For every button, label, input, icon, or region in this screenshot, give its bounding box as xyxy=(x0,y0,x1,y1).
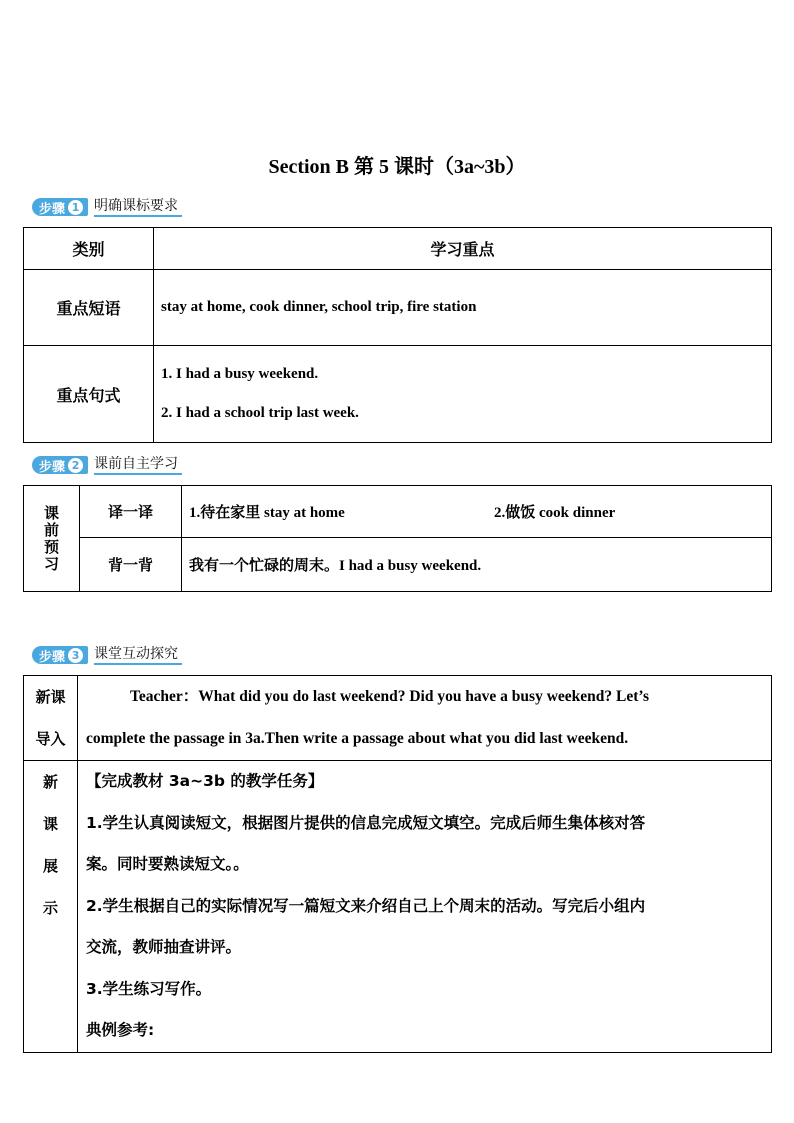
header-focus: 学习重点 xyxy=(154,228,772,270)
step-1-number: 1 xyxy=(68,200,83,215)
show-label-char: 课 xyxy=(42,815,58,833)
show-label-char: 新 xyxy=(42,773,58,791)
show-line: 案。同时要熟读短文。。 xyxy=(86,855,249,873)
side-char: 前 xyxy=(43,520,59,539)
step-3-label: 课堂互动探究 xyxy=(94,646,182,665)
step-3-number: 3 xyxy=(68,648,83,663)
table-row xyxy=(24,761,772,1053)
table-row xyxy=(24,676,772,761)
row-label-translate: 译一译 xyxy=(80,486,182,538)
row-label-sentences: 重点句式 xyxy=(24,346,154,443)
preview-side-label xyxy=(24,486,80,592)
sentence-1: 1. I had a busy weekend. xyxy=(161,366,319,382)
translate-item-2: 2.做饭 cook dinner xyxy=(494,505,616,521)
show-line: 交流，教师抽查讲评。 xyxy=(86,938,242,956)
step-3-badge-text: 步骤 xyxy=(39,649,66,665)
table-row xyxy=(24,346,772,443)
step-2-heading xyxy=(32,455,182,475)
step-2-label: 课前自主学习 xyxy=(94,456,182,475)
intro-label-line: 导入 xyxy=(35,730,66,748)
show-line: 1.学生认真阅读短文，根据图片提供的信息完成短文填空。完成后师生集体核对答 xyxy=(86,813,646,832)
row-label-phrases: 重点短语 xyxy=(24,270,154,346)
intro-label xyxy=(24,676,78,761)
show-text xyxy=(78,761,772,1053)
table-row xyxy=(24,270,772,346)
step-1-label: 明确课标要求 xyxy=(94,198,182,217)
side-char: 预 xyxy=(43,537,59,556)
key-phrases: stay at home, cook dinner, school trip, fire station xyxy=(154,270,772,346)
key-sentences xyxy=(154,346,772,443)
step-1-badge-text: 步骤 xyxy=(39,201,66,217)
preview-table xyxy=(23,485,772,592)
step-1-badge xyxy=(32,198,88,216)
intro-line-2: complete the passage in 3a.Then write a passage about what you did last weekend. xyxy=(86,730,629,747)
table-header-row xyxy=(24,228,772,270)
key-points-table xyxy=(23,227,772,443)
sentence-2: 2. I had a school trip last week. xyxy=(161,405,359,421)
recite-item: 我有一个忙碌的周末。I had a busy weekend. xyxy=(182,538,772,592)
show-label xyxy=(24,761,78,1053)
translate-item-1: 1.待在家里 stay at home xyxy=(189,505,345,521)
show-line: 【完成教材 3a~3b 的教学任务】 xyxy=(86,772,324,790)
step-2-badge-text: 步骤 xyxy=(39,459,66,475)
intro-text xyxy=(78,676,772,761)
step-2-number: 2 xyxy=(68,458,83,473)
intro-line-1: Teacher：What did you do last weekend? Did you have a busy weekend? Let’s xyxy=(130,688,650,705)
header-category: 类别 xyxy=(24,228,154,270)
show-line: 3.学生练习写作。 xyxy=(86,979,212,998)
translate-items xyxy=(182,486,772,538)
step-2-badge xyxy=(32,456,88,474)
page-title: Section B 第 5 课时（3a~3b） xyxy=(268,156,526,178)
show-line: 2.学生根据自己的实际情况写一篇短文来介绍自己上个周末的活动。写完后小组内 xyxy=(86,896,646,915)
show-line: 典例参考: xyxy=(86,1021,155,1039)
intro-label-line: 新课 xyxy=(35,688,66,706)
step-3-badge xyxy=(32,646,88,664)
step-1-heading xyxy=(32,197,182,217)
step-3-heading xyxy=(32,645,182,665)
side-char: 习 xyxy=(43,554,59,573)
row-label-recite: 背一背 xyxy=(80,538,182,592)
side-char: 课 xyxy=(43,503,59,522)
show-label-char: 展 xyxy=(42,857,58,875)
table-row xyxy=(24,486,772,538)
table-row xyxy=(24,538,772,592)
classroom-table xyxy=(23,675,772,1053)
show-label-char: 示 xyxy=(42,899,58,917)
